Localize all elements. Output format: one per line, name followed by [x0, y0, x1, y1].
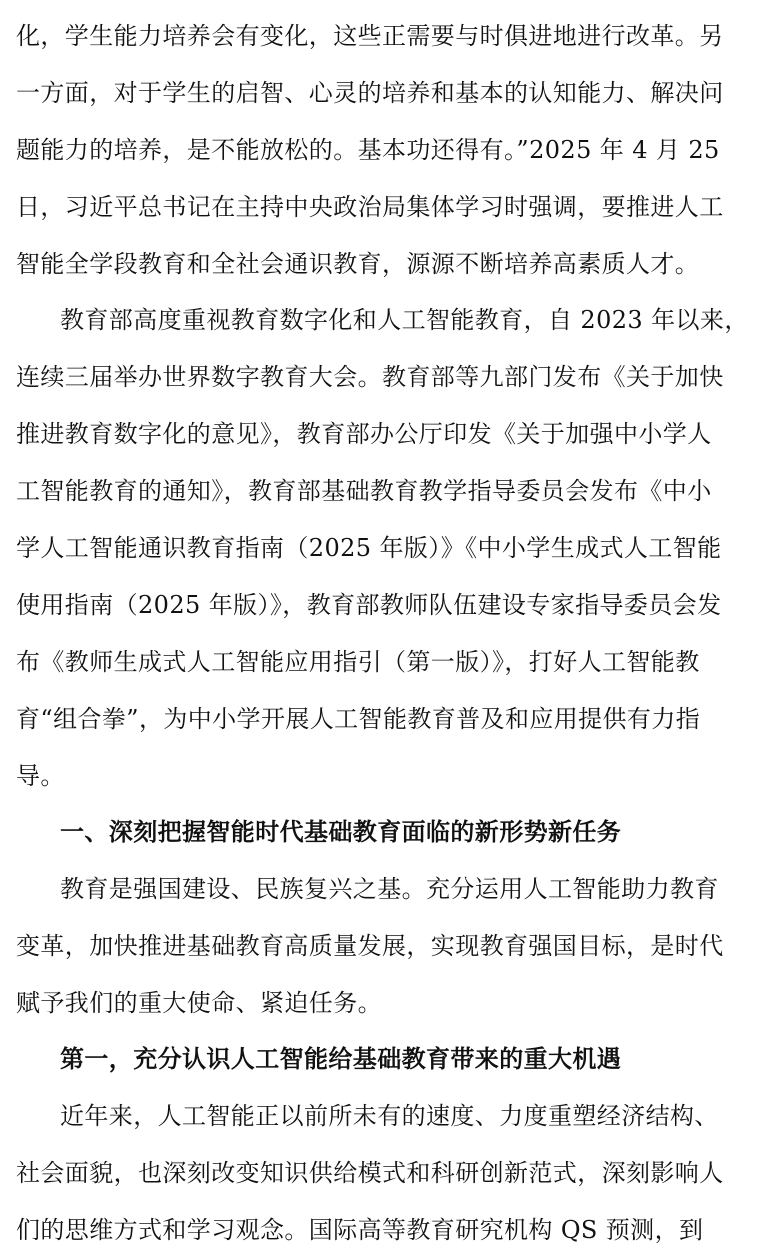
- paragraph-line: 育“组合拳”，为中小学开展人工智能教育普及和应用提供有力指: [16, 705, 701, 733]
- paragraph-line: 教育是强国建设、民族复兴之基。充分运用人工智能助力教育: [60, 875, 719, 903]
- paragraph-line: 题能力的培养，是不能放松的。基本功还得有。”2025 年 4 月 25: [16, 136, 720, 164]
- paragraph-line: 连续三届举办世界数字教育大会。教育部等九部门发布《关于加快: [16, 363, 724, 391]
- paragraph-line: 学人工智能通识教育指南（2025 年版）》《中小学生成式人工智能: [16, 534, 722, 562]
- paragraph-line: 导。: [16, 762, 65, 790]
- paragraph-line: 近年来，人工智能正以前所未有的速度、力度重塑经济结构、: [60, 1102, 719, 1130]
- subsection-heading: 第一，充分认识人工智能给基础教育带来的重大机遇: [60, 1044, 622, 1073]
- paragraph-line: 化，学生能力培养会有变化，这些正需要与时俱进地进行改革。另: [16, 22, 724, 50]
- paragraph-line: 变革，加快推进基础教育高质量发展，实现教育强国目标，是时代: [16, 932, 724, 960]
- paragraph-line: 使用指南（2025 年版）》，教育部教师队伍建设专家指导委员会发: [16, 591, 722, 619]
- paragraph-line: 日，习近平总书记在主持中央政治局集体学习时强调，要推进人工: [16, 193, 724, 221]
- paragraph-line: 教育部高度重视教育数字化和人工智能教育，自 2023 年以来，: [60, 306, 749, 334]
- paragraph-line: 推进教育数字化的意见》，教育部办公厅印发《关于加强中小学人: [16, 420, 712, 448]
- paragraph-line: 赋予我们的重大使命、紧迫任务。: [16, 989, 382, 1017]
- section-heading: 一、深刻把握智能时代基础教育面临的新形势新任务: [60, 817, 622, 846]
- paragraph-line: 布《教师生成式人工智能应用指引（第一版）》，打好人工智能教: [16, 648, 700, 676]
- paragraph-line: 社会面貌，也深刻改变知识供给模式和科研创新范式，深刻影响人: [16, 1159, 724, 1187]
- paragraph-line: 工智能教育的通知》，教育部基础教育教学指导委员会发布《中小: [16, 477, 712, 505]
- paragraph-line: 们的思维方式和学习观念。国际高等教育研究机构 QS 预测，到: [16, 1216, 704, 1244]
- paragraph-line: 一方面，对于学生的启智、心灵的培养和基本的认知能力、解决问: [16, 79, 724, 107]
- paragraph-line: 智能全学段教育和全社会通识教育，源源不断培养高素质人才。: [16, 250, 700, 278]
